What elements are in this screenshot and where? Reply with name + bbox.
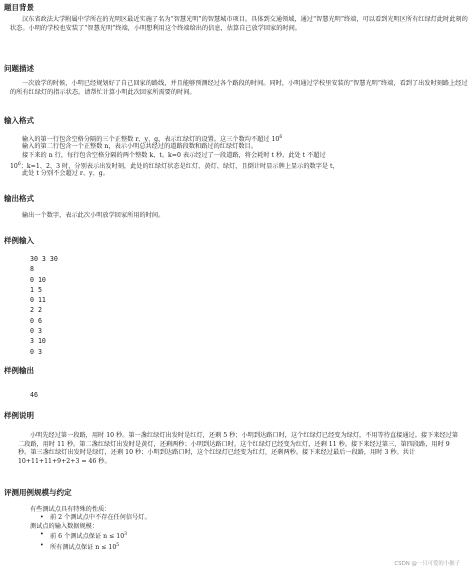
scale-intro: 有些测试点具有特殊的性质： (30, 506, 111, 513)
input-format-title: 输入格式 (4, 116, 34, 125)
input-line-5: 此处 t 分别不会超过 r、y、g。 (22, 170, 109, 177)
scale-item: • 前 2 个测试点中不存在任何信号灯。 (40, 514, 151, 523)
sample-input-line: 0 11 (30, 296, 46, 305)
sample-input-line: 8 (30, 265, 34, 274)
input-line-3: 接下来的 n 行，每行包含空格分隔的两个整数 k、t。k=0 表示经过了一段道路，将会耗时 t 秒，此处 t 不超过 (22, 152, 326, 159)
input-line-2: 输入的第二行包含一个正整数 n，表示小明总共经过的道路段数和路过的红绿灯数目。 (22, 143, 257, 150)
sample-input-line: 2 2 (30, 306, 42, 315)
background-text: 汉东省政法大学附属中学所在的光明区最近实施了名为“智慧光明”的智慧城市项目。具体到交通领域，通过“智慧光明”终端，可以看到光明区所有红绿灯此时此刻的状态。小明的学校也安装了“智慧光明”终端，小明想利用这个终端给出的信息，估算自己放学回家的时间。 (10, 16, 468, 32)
output-format-title: 输出格式 (4, 194, 34, 203)
sample-input-line: 30 3 30 (30, 255, 58, 263)
sample-input-line: 0 3 (30, 327, 42, 336)
scale-intro-2: 测试点的输入数据规模： (30, 523, 99, 530)
sample-input-line: 3 10 (30, 337, 46, 346)
sample-input-line: 0 6 (30, 316, 42, 325)
output-text: 输出一个数字，表示此次小明放学回家所用的时间。 (22, 212, 165, 219)
scale-list-1 (40, 514, 151, 523)
sample-input-title: 样例输入 (4, 236, 34, 245)
sample-output-value: 46 (30, 391, 38, 399)
sample-input-block (30, 254, 58, 357)
input-line-4: $10^6$；k=1、2、3 时，分别表示出发时刻，此处的红绿灯状态是红灯、黄灯、绿灯，且倒计时显示牌上显示的数字是 t， (10, 162, 339, 171)
description-title: 问题描述 (4, 64, 34, 73)
explanation-title: 样例说明 (4, 411, 34, 420)
input-line-1: 输入的第一行包含空格分隔的三个正整数 r、y、g，表示红绿灯的设置。这三个数均不超过 $10^6$ (22, 135, 283, 144)
watermark: CSDN @一只可爱的小猴子 (394, 561, 460, 567)
sample-input-line: 0 3 (30, 347, 42, 356)
scale-title: 评测用例规模与约定 (4, 488, 72, 497)
scale-item: • 所有测试点保证 $n \le 10^5$ (40, 542, 127, 553)
scale-item: • 前 6 个测试点保证 $n \le 10^3$ (40, 531, 127, 542)
description-text: 一次放学的时候，小明已经规划好了自己回家的路线，并且能够预测经过各个路段的时间。同时，小明通过学校里安装的“智慧光明”终端，看到了出发时刻路上经过的所有红绿灯的指示状态。请帮忙计算小明此次回家所需要的时间。 (10, 80, 468, 96)
scale-list-2 (40, 531, 127, 552)
sample-output-title: 样例输出 (4, 366, 34, 375)
sample-input-line: 1 5 (30, 285, 42, 294)
background-title: 题目背景 (4, 3, 34, 12)
sample-input-line: 0 10 (30, 275, 46, 284)
explanation-text: 小明先经过第一段路，用时 10 秒。第一盏红绿灯出发时是红灯，还剩 5 秒；小明到达路口时，这个红绿灯已经变为绿灯，不用等待直接通过。接下来经过第二段路，用时 11 秒。第二盏红绿灯出发时是黄灯，还剩两秒；小明到达路口时，这个红绿灯已经变为红灯，还剩 11 秒。接下来经过第三、第四段路，用时 9 秒。第三盏红绿灯出发时是绿灯，还剩 10 秒；小明到达路口时，这个红绿灯已经变为红灯，还剩两秒。接下来经过最后一段路，用时 3 秒。共计 10+11+11+9+2+3 = 46 秒。 (18, 432, 459, 465)
